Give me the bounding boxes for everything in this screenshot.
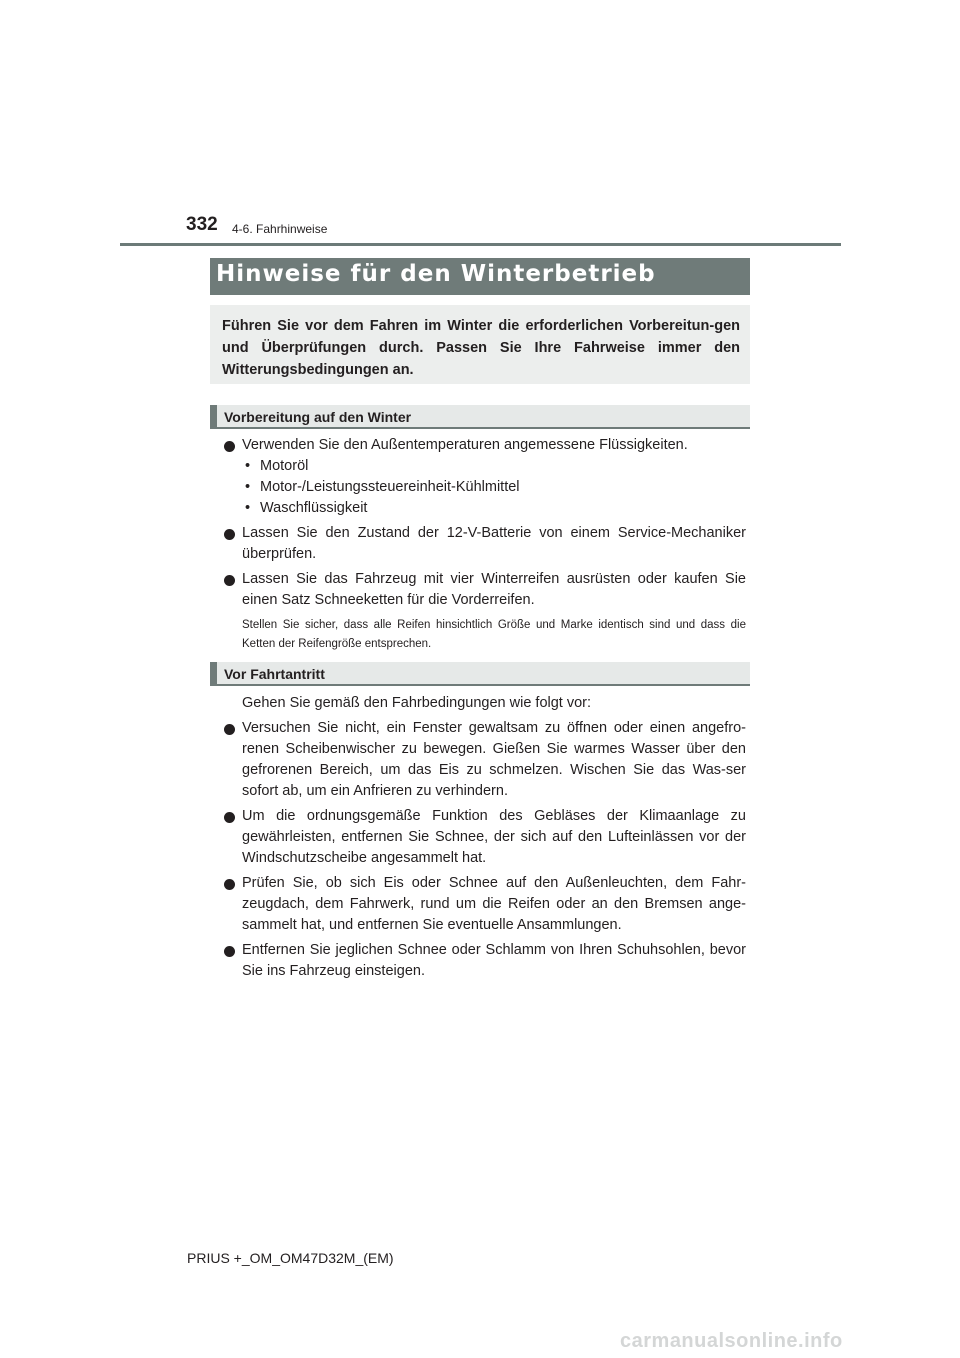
before-driving-content (224, 693, 746, 982)
sub-list-item-text: Waschflüssigkeit (260, 500, 368, 516)
list-item-text: Entfernen Sie jeglichen Schnee oder Schlamm von Ihren Schuhsohlen, bevor Sie ins Fahrzeug einsteigen. (242, 942, 746, 979)
sub-list-item (224, 456, 746, 477)
section-reference: 4-6. Fahrhinweise (232, 222, 328, 236)
bullet-icon (224, 724, 235, 735)
sub-list-item (224, 498, 746, 519)
list-item-text: Um die ordnungsgemäße Funktion des Gebläses der Klimaanlage zu gewährleisten, entfernen Sie Schnee, der sich auf den Lufteinlässen vor der Windschutzscheibe angesammelt hat. (242, 808, 746, 866)
sub-bullet-icon: • (245, 500, 251, 516)
sub-list-item-text: Motor-/Leistungssteuereinheit-Kühlmittel (260, 479, 520, 495)
list-item-text: Lassen Sie das Fahrzeug mit vier Winterreifen ausrüsten oder kaufen Sie einen Satz Schneeketten für die Vorderreifen. (242, 571, 746, 608)
bullet-icon (224, 441, 235, 452)
sub-bullet-icon: • (245, 458, 251, 474)
sub-list-item-text: Motoröl (260, 458, 309, 474)
list-item-text: Versuchen Sie nicht, ein Fenster gewaltsam zu öffnen oder einen angefro-renen Scheibenwischer zu bewegen. Gießen Sie warmes Wasser über den gefrorenen Bereich, um das Eis zu schmelzen. Wischen Sie das Was-ser sofort ab, um ein Anfrieren zu verhindern. (242, 720, 746, 799)
header-rule (120, 243, 841, 246)
bullet-icon (224, 575, 235, 586)
sub-list-item (224, 477, 746, 498)
list-item (224, 940, 746, 982)
list-item (224, 523, 746, 565)
winter-prep-content (224, 435, 746, 654)
subheading-marker (210, 662, 217, 684)
subheading-text: Vorbereitung auf den Winter (224, 409, 412, 425)
list-item (224, 873, 746, 936)
subheading-text: Vor Fahrtantritt (224, 666, 325, 682)
footer-document-id: PRIUS +_OM_OM47D32M_(EM) (187, 1250, 394, 1266)
watermark: carmanualsonline.info (620, 1330, 843, 1352)
intro-box (210, 305, 750, 384)
intro-text: Führen Sie vor dem Fahren im Winter die erforderlichen Vorbereitun-gen und Überprüfungen durch. Passen Sie Ihre Fahrweise immer den Witterungsbedingungen an. (222, 318, 740, 378)
bullet-icon (224, 812, 235, 823)
lead-text: Gehen Sie gemäß den Fahrbedingungen wie folgt vor: (242, 695, 592, 711)
list-item (224, 569, 746, 611)
list-item-text: Lassen Sie den Zustand der 12-V-Batterie von einem Service-Mechaniker überprüfen. (242, 525, 746, 562)
bullet-icon (224, 879, 235, 890)
title-bar (210, 258, 750, 295)
bullet-icon (224, 946, 235, 957)
page-title: Hinweise für den Winterbetrieb (216, 261, 656, 287)
sub-bullet-icon: • (245, 479, 251, 495)
subheading-winter-prep (210, 405, 750, 429)
subheading-before-driving (210, 662, 750, 686)
list-item (224, 718, 746, 802)
page-number: 332 (186, 214, 218, 235)
list-item-text: Verwenden Sie den Außentemperaturen angemessene Flüssigkeiten. (242, 437, 688, 453)
list-item (224, 435, 746, 456)
note-text: Stellen Sie sicher, dass alle Reifen hinsichtlich Größe und Marke identisch sind und dass die Ketten der Reifengröße entsprechen. (242, 619, 746, 650)
list-item-text: Prüfen Sie, ob sich Eis oder Schnee auf den Außenleuchten, dem Fahr-zeugdach, dem Fahrwerk, rund um die Reifen oder an den Bremsen ange-sammelt hat, und entfernen Sie eventuelle Ansammlungen. (242, 875, 746, 933)
bullet-icon (224, 529, 235, 540)
subheading-marker (210, 405, 217, 427)
list-item (224, 806, 746, 869)
